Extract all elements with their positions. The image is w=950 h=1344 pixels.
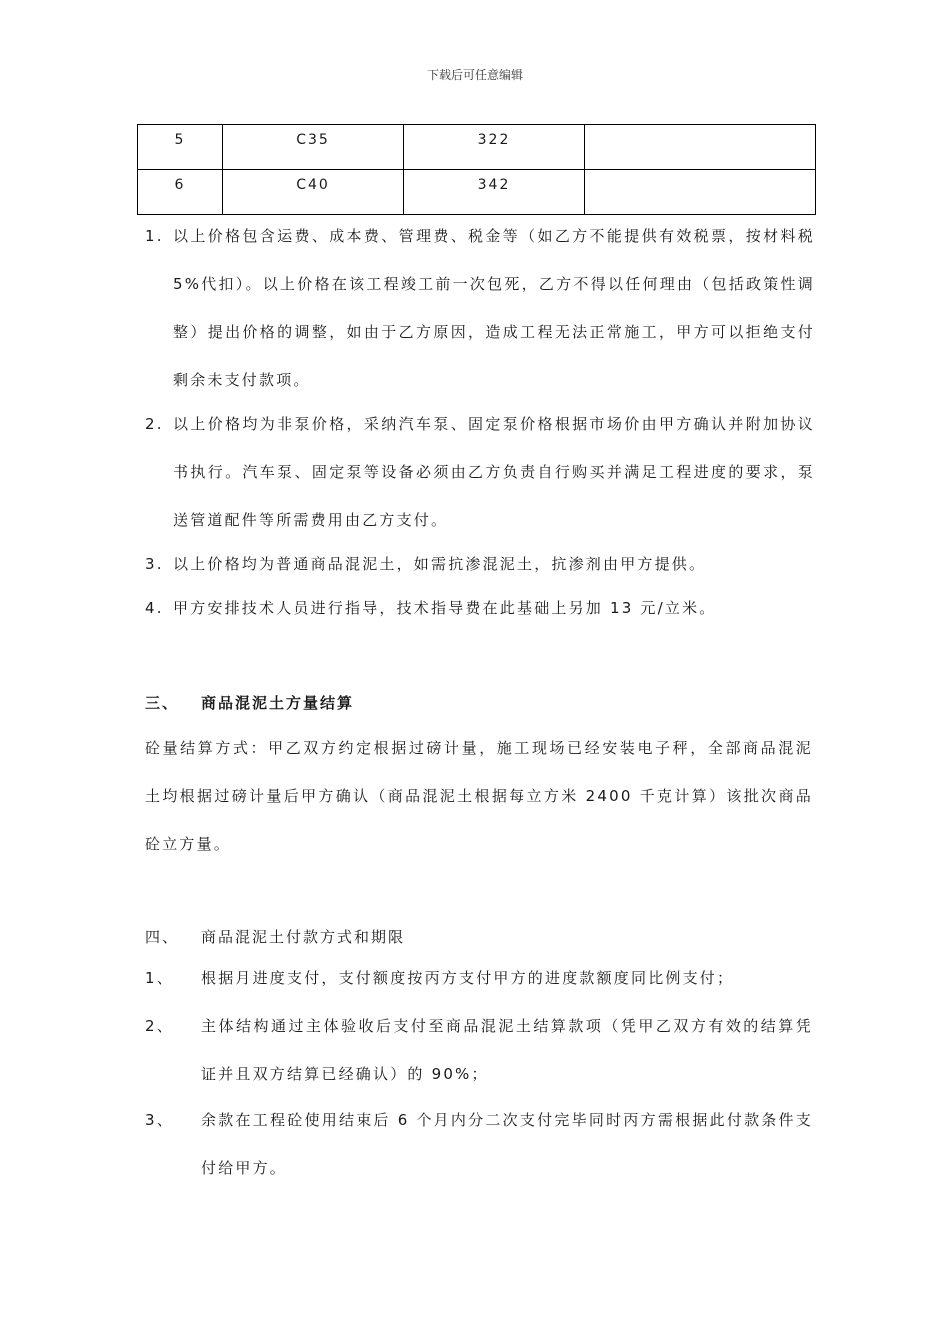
note-item [145,400,815,544]
remark-cell [585,170,816,215]
note-number: 1. [145,227,164,245]
price-cell: 342 [404,170,585,215]
payment-item [145,1096,813,1192]
note-number: 3. [145,555,164,573]
section-4-title: 商品混泥土付款方式和期限 [201,928,406,946]
section-4-index: 四、 [145,928,180,946]
row-number-cell: 5 [138,125,223,170]
payment-item-number: 1、 [145,969,174,987]
note-text: 甲方安排技术人员进行指导，技术指导费在此基础上另加 13 元/立米。 [173,599,717,617]
table-row [138,170,816,215]
payment-item [145,1002,813,1098]
table-row [138,125,816,170]
section-3-body: 砼量结算方式：甲乙双方约定根据过磅计量，施工现场已经安装电子秤，全部商品混泥土均根据过磅计量后甲方确认（商品混泥土根据每立方米 2400 千克计算）该批次商品砼立方量。 [145,739,813,853]
note-item [145,584,815,632]
note-item [145,540,815,588]
note-item [145,212,815,404]
remark-cell [585,125,816,170]
note-text: 以上价格均为普通商品混泥土，如需抗渗混泥土，抗渗剂由甲方提供。 [173,555,707,573]
price-cell: 322 [404,125,585,170]
section-3-title: 商品混泥土方量结算 [201,694,355,712]
note-text: 以上价格均为非泵价格，采纳汽车泵、固定泵价格根据市场价由甲方确认并附加协议书执行。汽车泵、固定泵等设备必须由乙方负责自行购买并满足工程进度的要求，泵送管道配件等所需费用由乙方支付。 [173,415,815,529]
page-header: 下载后可任意编辑 [426,68,523,82]
price-table [137,124,816,215]
payment-item-text: 余款在工程砼使用结束后 6 个月内分二次支付完毕同时丙方需根据此付款条件支付给甲方。 [201,1111,813,1177]
section-3-index: 三、 [145,694,180,712]
section-3-heading [145,692,354,713]
payment-item-number: 3、 [145,1111,174,1129]
grade-cell: C35 [223,125,404,170]
note-text: 以上价格包含运费、成本费、管理费、税金等（如乙方不能提供有效税票，按材料税 5%代扣）。以上价格在该工程竣工前一次包死，乙方不得以任何理由（包括政策性调整）提出价格的调整，如由于乙方原因，造成工程无法正常施工，甲方可以拒绝支付剩余未支付款项。 [173,227,815,389]
note-number: 2. [145,415,164,433]
payment-item-text: 主体结构通过主体验收后支付至商品混泥土结算款项（凭甲乙双方有效的结算凭证并且双方结算已经确认）的 90%； [201,1017,813,1083]
section-4-heading [145,926,405,947]
row-number-cell: 6 [138,170,223,215]
grade-cell: C40 [223,170,404,215]
payment-item [145,954,813,1002]
payment-item-number: 2、 [145,1017,174,1035]
price-notes [145,212,815,628]
payment-item-text: 根据月进度支付，支付额度按丙方支付甲方的进度款额度同比例支付； [201,969,735,987]
note-number: 4. [145,599,164,617]
